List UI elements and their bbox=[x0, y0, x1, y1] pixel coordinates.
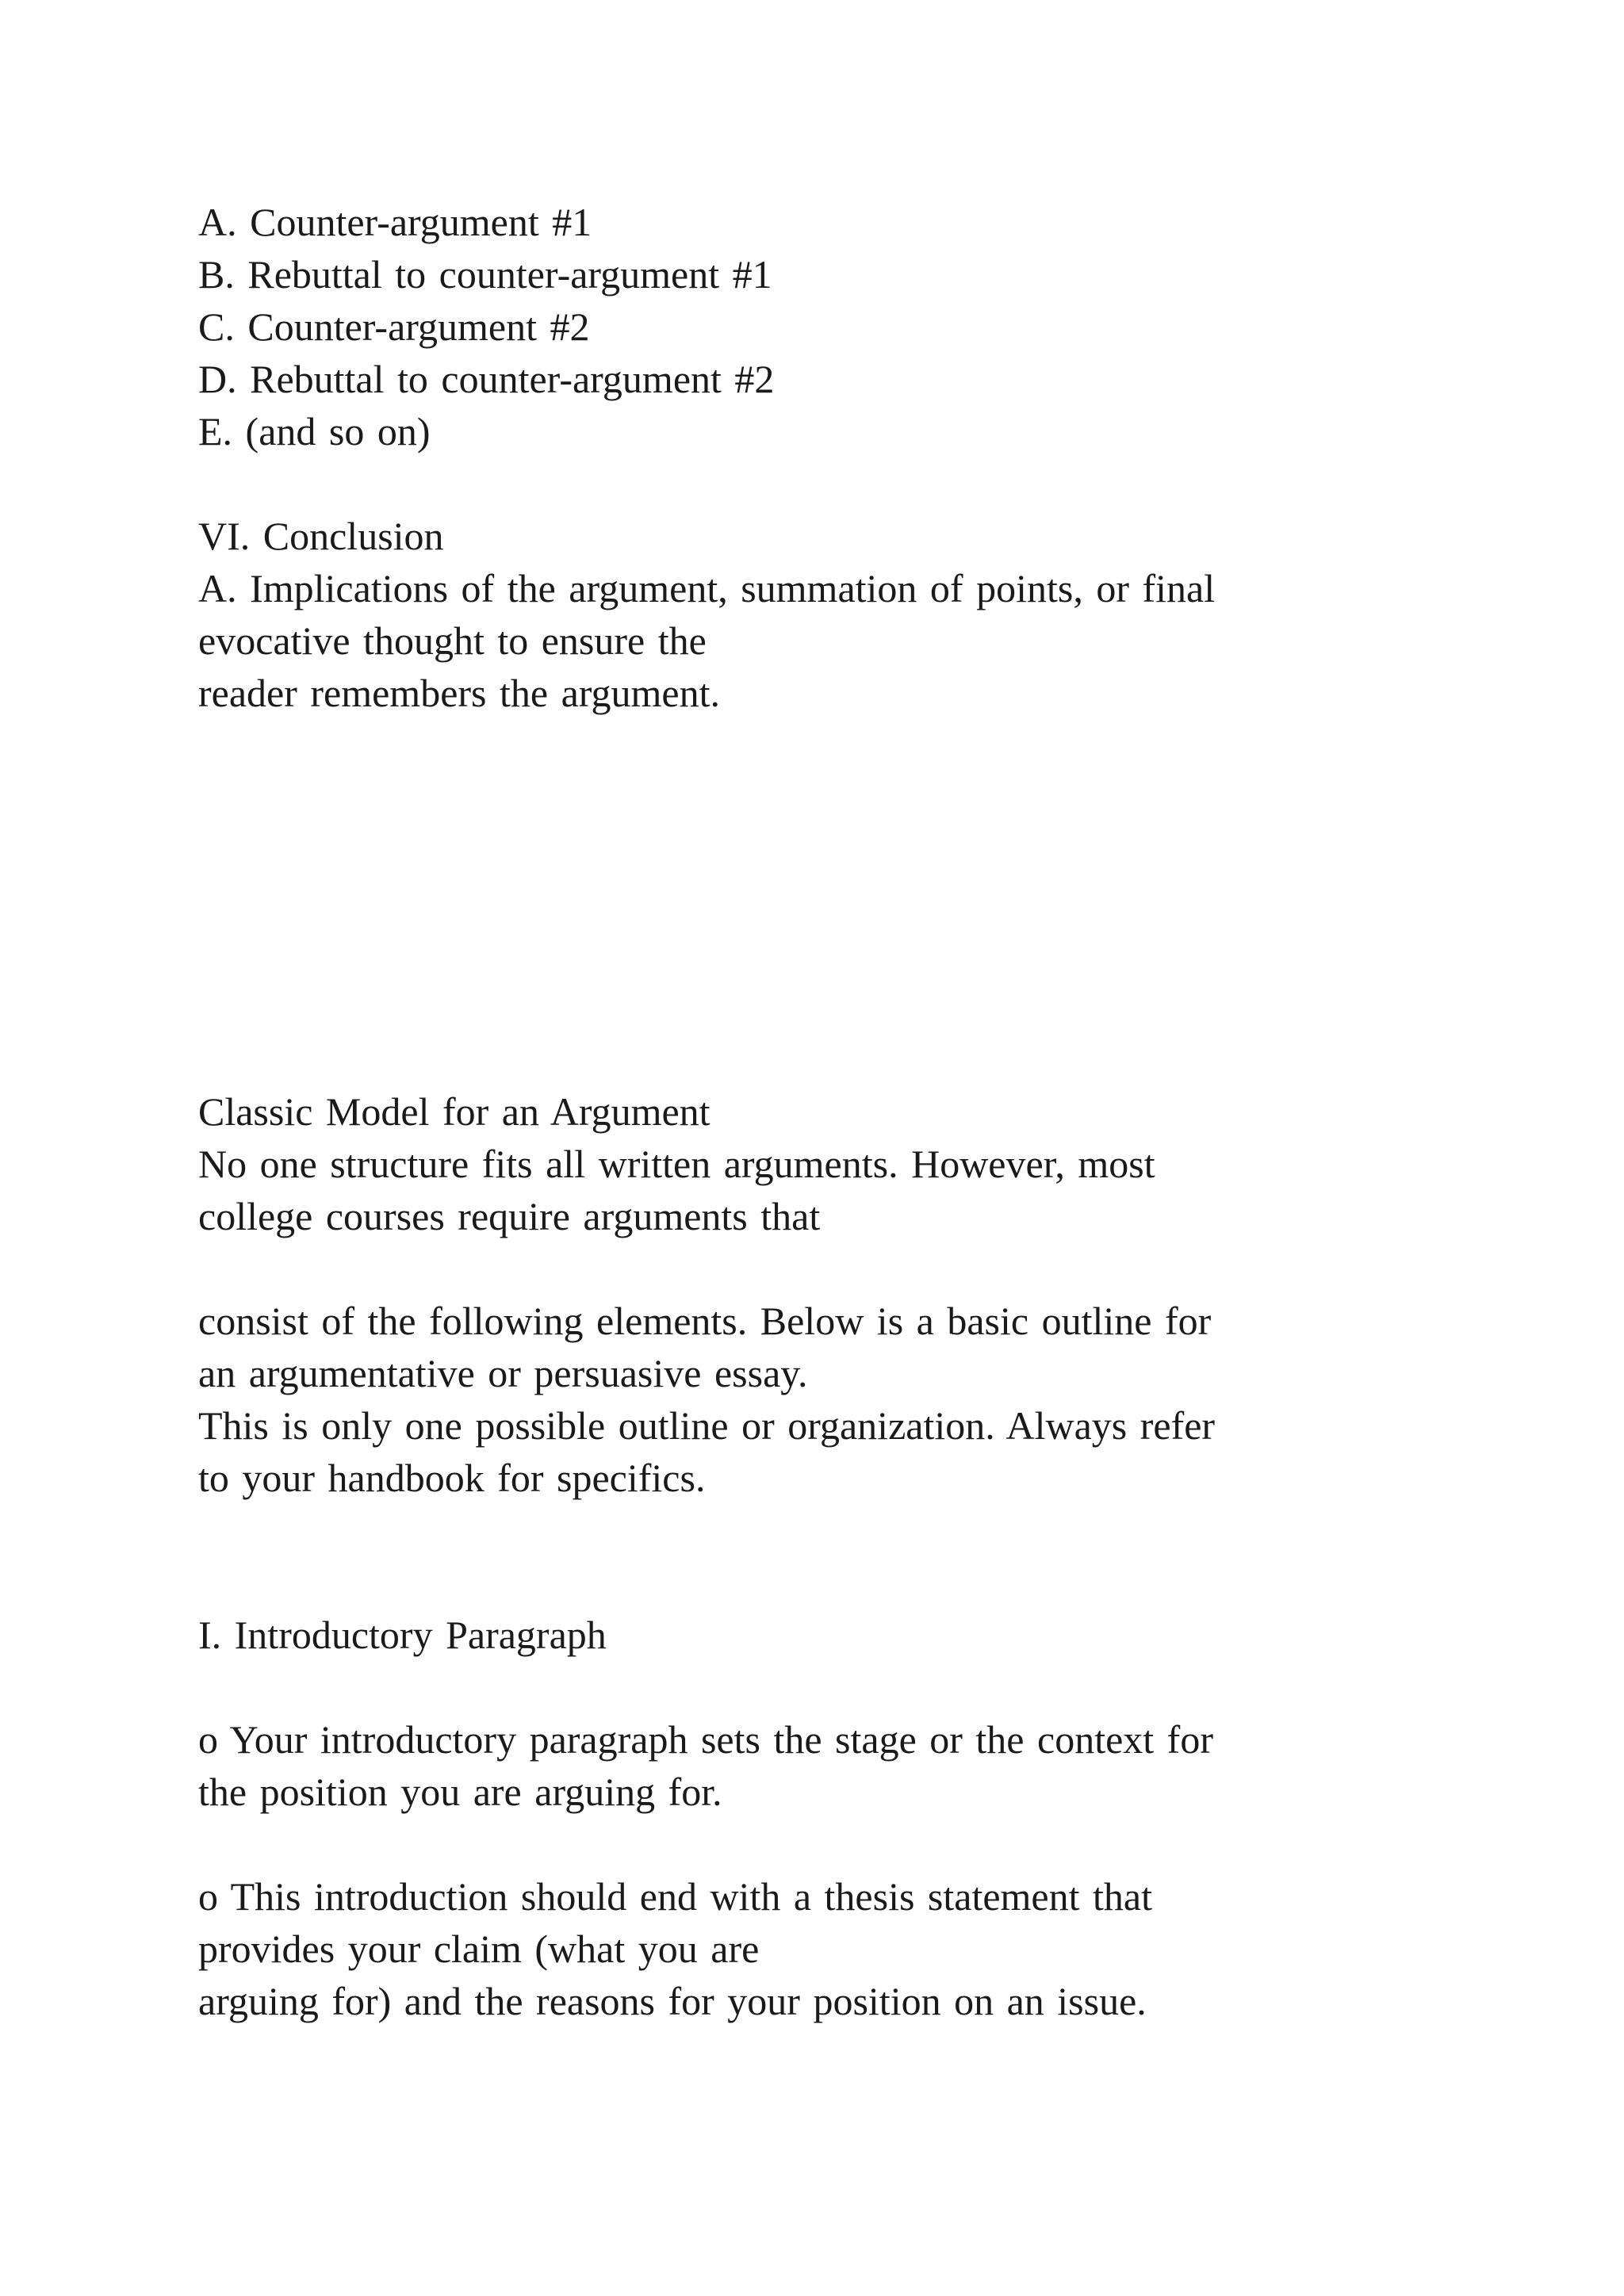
bullet-text-line: provides your claim (what you are bbox=[198, 1927, 760, 1971]
body-text-line: to your handbook for specifics. bbox=[198, 1456, 706, 1500]
bullet-text-line: o This introduction should end with a thesis statement that bbox=[198, 1874, 1152, 1919]
conclusion-text-line: reader remembers the argument. bbox=[198, 671, 720, 715]
body-text-line: consist of the following elements. Below is a basic outline for bbox=[198, 1299, 1212, 1343]
body-text-line: This is only one possible outline or organization. Always refer bbox=[198, 1403, 1216, 1448]
section-heading-introductory-paragraph: I. Introductory Paragraph bbox=[198, 1613, 607, 1657]
body-text-line: an argumentative or persuasive essay. bbox=[198, 1351, 808, 1395]
body-text-line: college courses require arguments that bbox=[198, 1194, 821, 1238]
bullet-text-line: the position you are arguing for. bbox=[198, 1770, 722, 1814]
outline-item-and-so-on: E. (and so on) bbox=[198, 409, 431, 453]
outline-item-rebuttal-1: B. Rebuttal to counter-argument #1 bbox=[198, 252, 772, 297]
body-text-line: No one structure fits all written arguments. However, most bbox=[198, 1142, 1155, 1186]
outline-item-counter-argument-2: C. Counter-argument #2 bbox=[198, 304, 590, 349]
bullet-text-line: arguing for) and the reasons for your position on an issue. bbox=[198, 1979, 1147, 2023]
conclusion-text-line: A. Implications of the argument, summation of points, or final bbox=[198, 566, 1216, 610]
outline-item-counter-argument-1: A. Counter-argument #1 bbox=[198, 200, 592, 244]
outline-item-rebuttal-2: D. Rebuttal to counter-argument #2 bbox=[198, 357, 775, 401]
bullet-text-line: o Your introductory paragraph sets the stage or the context for bbox=[198, 1717, 1213, 1762]
conclusion-text-line: evocative thought to ensure the bbox=[198, 618, 707, 663]
section-heading-conclusion: VI. Conclusion bbox=[198, 514, 444, 558]
document-title: Classic Model for an Argument bbox=[198, 1089, 710, 1134]
